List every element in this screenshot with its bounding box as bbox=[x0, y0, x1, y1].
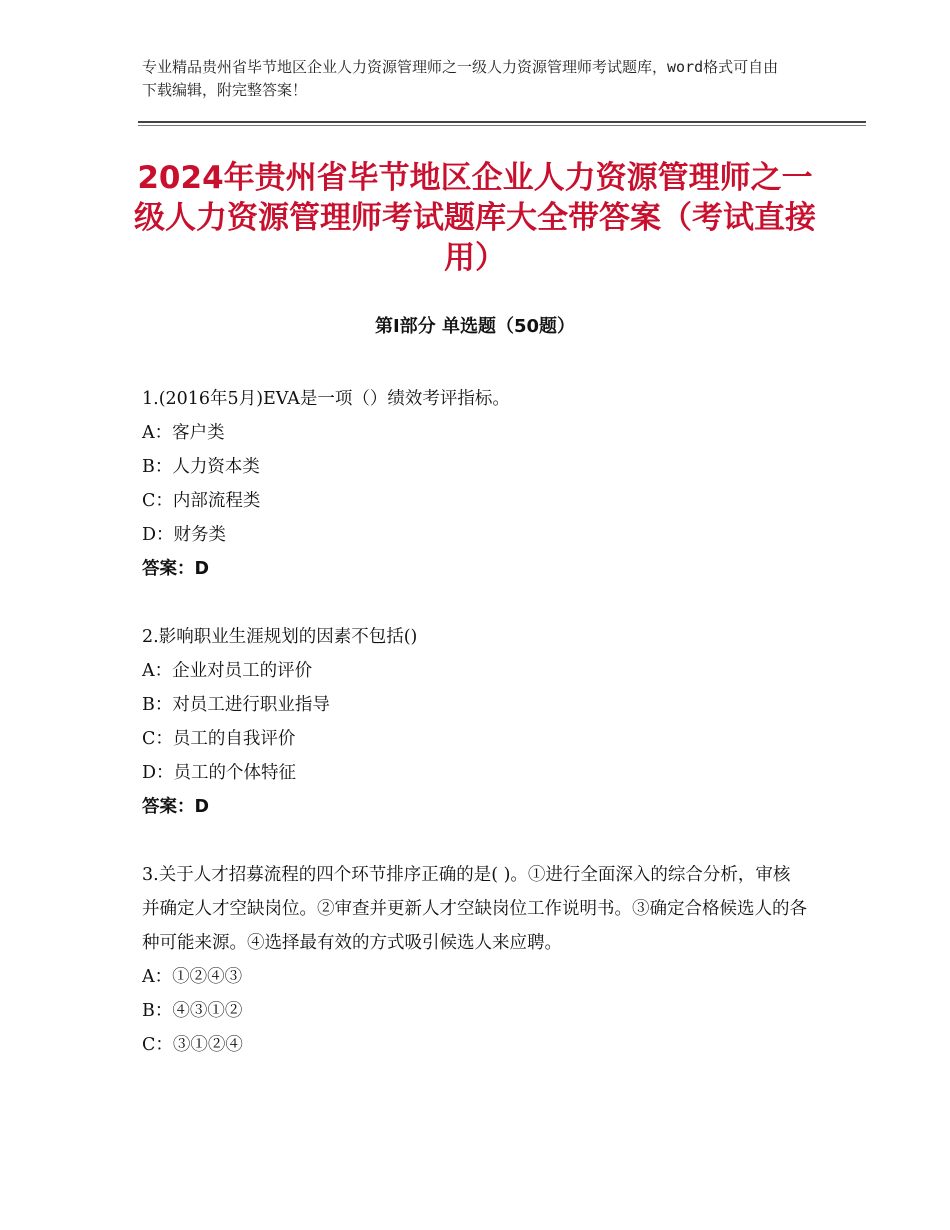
question-2 bbox=[142, 620, 807, 824]
option-a: A：企业对员工的评价 bbox=[142, 661, 313, 681]
option-c: C：③①②④ bbox=[142, 1035, 243, 1055]
header-divider-thick bbox=[138, 121, 866, 123]
option-d: D：员工的个体特征 bbox=[142, 763, 297, 783]
option-d: D：财务类 bbox=[142, 525, 227, 545]
question-3 bbox=[142, 858, 807, 1062]
answer-line: 答案：D bbox=[142, 797, 210, 817]
header-divider-thin bbox=[138, 125, 866, 126]
section-title: 第Ⅰ部分 单选题（50题） bbox=[374, 316, 575, 337]
header-note: 专业精品贵州省毕节地区企业人力资源管理师之一级人力资源管理师考试题库，word格式可自由下载编辑，附完整答案！ bbox=[142, 58, 779, 99]
document-title: 2024年贵州省毕节地区企业人力资源管理师之一级人力资源管理师考试题库大全带答案（考试直接用） bbox=[134, 160, 816, 276]
question-stem: 1.(2016年5月)EVA是一项（）绩效考评指标。 bbox=[142, 389, 510, 409]
question-stem: 2.影响职业生涯规划的因素不包括() bbox=[142, 627, 418, 647]
option-c: C：员工的自我评价 bbox=[142, 729, 296, 749]
option-a: A：客户类 bbox=[142, 423, 225, 443]
option-a: A：①②④③ bbox=[142, 967, 243, 987]
question-1 bbox=[142, 382, 807, 586]
option-b: B：人力资本类 bbox=[142, 457, 260, 477]
question-list bbox=[142, 382, 807, 1096]
option-b: B：④③①② bbox=[142, 1001, 243, 1021]
option-b: B：对员工进行职业指导 bbox=[142, 695, 330, 715]
option-c: C：内部流程类 bbox=[142, 491, 261, 511]
answer-line: 答案：D bbox=[142, 559, 210, 579]
question-stem: 3.关于人才招募流程的四个环节排序正确的是( )。①进行全面深入的综合分析，审核并确定人才空缺岗位。②审查并更新人才空缺岗位工作说明书。③确定合格候选人的各种可能来源。④选择最有效的方式吸引候选人来应聘。 bbox=[142, 865, 807, 953]
